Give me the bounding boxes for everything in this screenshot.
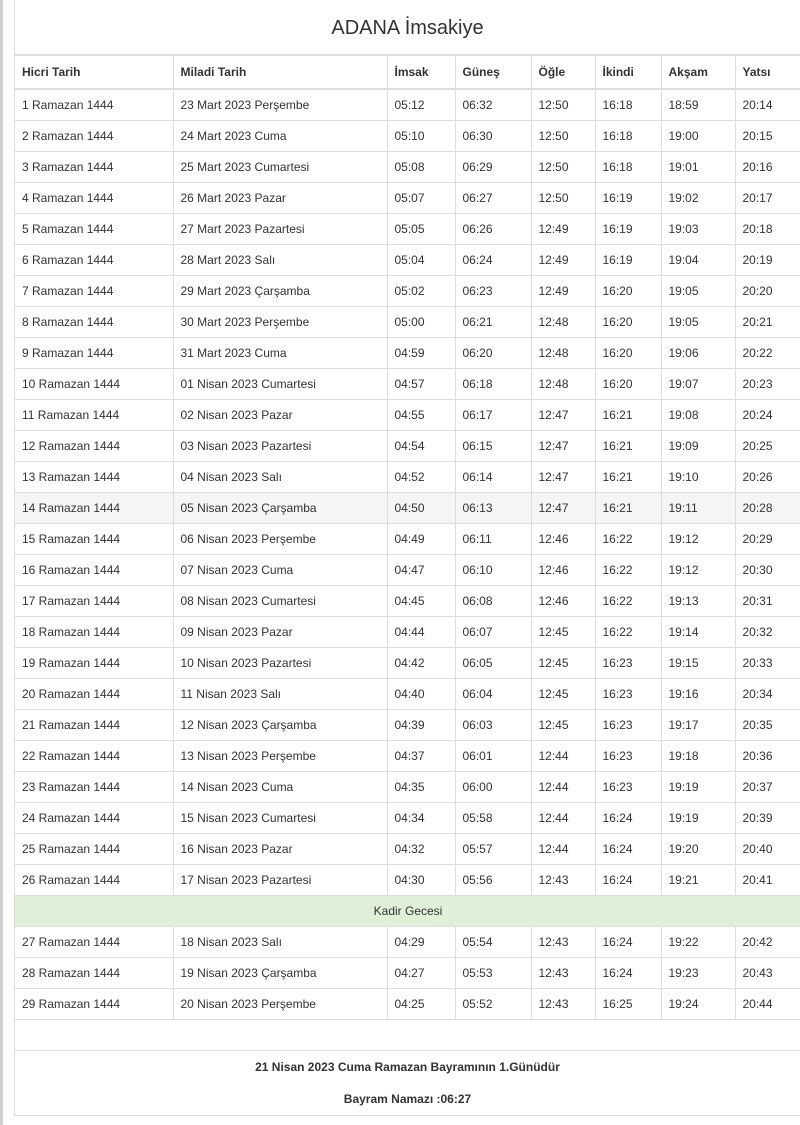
cell-aksam: 19:14 <box>661 617 735 648</box>
cell-hicri-tarih: 5 Ramazan 1444 <box>15 214 173 245</box>
table-row <box>15 524 800 555</box>
cell-ogle: 12:43 <box>531 958 595 989</box>
cell-ikindi: 16:22 <box>595 586 661 617</box>
header-gunes: Güneş <box>455 56 531 90</box>
cell-imsak: 04:40 <box>387 679 455 710</box>
cell-imsak: 05:00 <box>387 307 455 338</box>
table-row <box>15 369 800 400</box>
cell-ogle: 12:46 <box>531 586 595 617</box>
cell-miladi-tarih: 03 Nisan 2023 Pazartesi <box>173 431 387 462</box>
cell-imsak: 05:04 <box>387 245 455 276</box>
cell-imsak: 05:12 <box>387 89 455 121</box>
cell-ogle: 12:46 <box>531 524 595 555</box>
cell-aksam: 19:07 <box>661 369 735 400</box>
cell-ikindi: 16:23 <box>595 679 661 710</box>
cell-yatsi: 20:40 <box>735 834 800 865</box>
cell-hicri-tarih: 13 Ramazan 1444 <box>15 462 173 493</box>
cell-imsak: 05:10 <box>387 121 455 152</box>
cell-imsak: 04:35 <box>387 772 455 803</box>
cell-yatsi: 20:41 <box>735 865 800 896</box>
cell-gunes: 06:17 <box>455 400 531 431</box>
cell-miladi-tarih: 28 Mart 2023 Salı <box>173 245 387 276</box>
table-row <box>15 245 800 276</box>
cell-gunes: 05:52 <box>455 989 531 1020</box>
cell-miladi-tarih: 16 Nisan 2023 Pazar <box>173 834 387 865</box>
cell-gunes: 06:00 <box>455 772 531 803</box>
table-row <box>15 493 800 524</box>
cell-aksam: 19:11 <box>661 493 735 524</box>
cell-ogle: 12:43 <box>531 865 595 896</box>
cell-miladi-tarih: 02 Nisan 2023 Pazar <box>173 400 387 431</box>
cell-aksam: 19:16 <box>661 679 735 710</box>
table-row <box>15 834 800 865</box>
cell-yatsi: 20:30 <box>735 555 800 586</box>
cell-ikindi: 16:18 <box>595 152 661 183</box>
cell-ogle: 12:49 <box>531 245 595 276</box>
cell-ikindi: 16:18 <box>595 121 661 152</box>
table-row <box>15 927 800 958</box>
cell-aksam: 19:05 <box>661 276 735 307</box>
cell-hicri-tarih: 12 Ramazan 1444 <box>15 431 173 462</box>
cell-aksam: 19:22 <box>661 927 735 958</box>
kadir-gecesi-row <box>15 896 800 927</box>
cell-ogle: 12:47 <box>531 431 595 462</box>
cell-gunes: 05:56 <box>455 865 531 896</box>
cell-ikindi: 16:21 <box>595 462 661 493</box>
cell-hicri-tarih: 23 Ramazan 1444 <box>15 772 173 803</box>
cell-imsak: 04:30 <box>387 865 455 896</box>
cell-hicri-tarih: 6 Ramazan 1444 <box>15 245 173 276</box>
cell-imsak: 04:57 <box>387 369 455 400</box>
cell-miladi-tarih: 12 Nisan 2023 Çarşamba <box>173 710 387 741</box>
cell-miladi-tarih: 04 Nisan 2023 Salı <box>173 462 387 493</box>
kadir-section <box>15 896 800 927</box>
cell-imsak: 05:08 <box>387 152 455 183</box>
cell-imsak: 04:27 <box>387 958 455 989</box>
cell-miladi-tarih: 11 Nisan 2023 Salı <box>173 679 387 710</box>
cell-ogle: 12:47 <box>531 400 595 431</box>
cell-ogle: 12:50 <box>531 183 595 214</box>
cell-gunes: 06:21 <box>455 307 531 338</box>
cell-yatsi: 20:14 <box>735 89 800 121</box>
cell-ikindi: 16:18 <box>595 89 661 121</box>
cell-gunes: 05:57 <box>455 834 531 865</box>
cell-miladi-tarih: 17 Nisan 2023 Pazartesi <box>173 865 387 896</box>
cell-ikindi: 16:21 <box>595 400 661 431</box>
cell-gunes: 06:14 <box>455 462 531 493</box>
cell-miladi-tarih: 07 Nisan 2023 Cuma <box>173 555 387 586</box>
cell-ikindi: 16:22 <box>595 524 661 555</box>
table-row <box>15 276 800 307</box>
cell-imsak: 05:02 <box>387 276 455 307</box>
cell-imsak: 04:54 <box>387 431 455 462</box>
cell-aksam: 19:17 <box>661 710 735 741</box>
table-row <box>15 183 800 214</box>
cell-ogle: 12:44 <box>531 834 595 865</box>
cell-aksam: 19:02 <box>661 183 735 214</box>
cell-imsak: 04:39 <box>387 710 455 741</box>
bayram-namazi: Bayram Namazı :06:27 <box>343 1092 472 1106</box>
table-row <box>15 462 800 493</box>
cell-gunes: 06:26 <box>455 214 531 245</box>
cell-aksam: 19:03 <box>661 214 735 245</box>
cell-aksam: 19:09 <box>661 431 735 462</box>
cell-hicri-tarih: 19 Ramazan 1444 <box>15 648 173 679</box>
cell-imsak: 04:55 <box>387 400 455 431</box>
cell-yatsi: 20:33 <box>735 648 800 679</box>
cell-yatsi: 20:25 <box>735 431 800 462</box>
cell-hicri-tarih: 2 Ramazan 1444 <box>15 121 173 152</box>
cell-hicri-tarih: 17 Ramazan 1444 <box>15 586 173 617</box>
cell-miladi-tarih: 31 Mart 2023 Cuma <box>173 338 387 369</box>
cell-yatsi: 20:34 <box>735 679 800 710</box>
header-imsak: İmsak <box>387 56 455 90</box>
cell-yatsi: 20:22 <box>735 338 800 369</box>
cell-ikindi: 16:19 <box>595 214 661 245</box>
cell-imsak: 04:25 <box>387 989 455 1020</box>
cell-miladi-tarih: 06 Nisan 2023 Perşembe <box>173 524 387 555</box>
cell-yatsi: 20:44 <box>735 989 800 1020</box>
cell-hicri-tarih: 14 Ramazan 1444 <box>15 493 173 524</box>
cell-miladi-tarih: 18 Nisan 2023 Salı <box>173 927 387 958</box>
cell-gunes: 06:03 <box>455 710 531 741</box>
table-row <box>15 772 800 803</box>
cell-ikindi: 16:19 <box>595 183 661 214</box>
cell-yatsi: 20:32 <box>735 617 800 648</box>
cell-ogle: 12:48 <box>531 307 595 338</box>
cell-gunes: 06:24 <box>455 245 531 276</box>
cell-hicri-tarih: 16 Ramazan 1444 <box>15 555 173 586</box>
table-row <box>15 307 800 338</box>
cell-miladi-tarih: 27 Mart 2023 Pazartesi <box>173 214 387 245</box>
cell-gunes: 06:23 <box>455 276 531 307</box>
cell-miladi-tarih: 09 Nisan 2023 Pazar <box>173 617 387 648</box>
table-row <box>15 710 800 741</box>
cell-hicri-tarih: 3 Ramazan 1444 <box>15 152 173 183</box>
cell-yatsi: 20:17 <box>735 183 800 214</box>
cell-gunes: 05:53 <box>455 958 531 989</box>
cell-hicri-tarih: 8 Ramazan 1444 <box>15 307 173 338</box>
cell-gunes: 06:04 <box>455 679 531 710</box>
table-row <box>15 865 800 896</box>
cell-hicri-tarih: 7 Ramazan 1444 <box>15 276 173 307</box>
cell-yatsi: 20:15 <box>735 121 800 152</box>
cell-imsak: 04:29 <box>387 927 455 958</box>
table-row <box>15 989 800 1020</box>
cell-ogle: 12:47 <box>531 462 595 493</box>
cell-aksam: 19:12 <box>661 555 735 586</box>
cell-ogle: 12:45 <box>531 679 595 710</box>
cell-yatsi: 20:36 <box>735 741 800 772</box>
cell-yatsi: 20:42 <box>735 927 800 958</box>
cell-ogle: 12:48 <box>531 369 595 400</box>
left-border <box>0 0 3 1125</box>
cell-imsak: 04:59 <box>387 338 455 369</box>
cell-ogle: 12:47 <box>531 493 595 524</box>
cell-gunes: 06:15 <box>455 431 531 462</box>
cell-aksam: 19:00 <box>661 121 735 152</box>
cell-ogle: 12:43 <box>531 989 595 1020</box>
cell-gunes: 05:54 <box>455 927 531 958</box>
cell-aksam: 19:08 <box>661 400 735 431</box>
cell-miladi-tarih: 13 Nisan 2023 Perşembe <box>173 741 387 772</box>
bayram-note: 21 Nisan 2023 Cuma Ramazan Bayramının 1.Günüdür <box>255 1060 560 1074</box>
cell-imsak: 04:45 <box>387 586 455 617</box>
cell-ogle: 12:50 <box>531 152 595 183</box>
cell-ikindi: 16:22 <box>595 617 661 648</box>
cell-ikindi: 16:24 <box>595 834 661 865</box>
cell-aksam: 19:10 <box>661 462 735 493</box>
cell-imsak: 04:37 <box>387 741 455 772</box>
header-hicri-tarih: Hicri Tarih <box>15 56 173 90</box>
cell-hicri-tarih: 29 Ramazan 1444 <box>15 989 173 1020</box>
cell-imsak: 04:42 <box>387 648 455 679</box>
cell-ogle: 12:49 <box>531 276 595 307</box>
cell-hicri-tarih: 1 Ramazan 1444 <box>15 89 173 121</box>
cell-ikindi: 16:24 <box>595 958 661 989</box>
table-row <box>15 648 800 679</box>
cell-hicri-tarih: 27 Ramazan 1444 <box>15 927 173 958</box>
cell-yatsi: 20:16 <box>735 152 800 183</box>
cell-ikindi: 16:24 <box>595 865 661 896</box>
table-row <box>15 431 800 462</box>
cell-ikindi: 16:23 <box>595 710 661 741</box>
cell-gunes: 06:20 <box>455 338 531 369</box>
cell-miladi-tarih: 15 Nisan 2023 Cumartesi <box>173 803 387 834</box>
cell-aksam: 19:24 <box>661 989 735 1020</box>
cell-gunes: 06:08 <box>455 586 531 617</box>
cell-ogle: 12:43 <box>531 927 595 958</box>
cell-yatsi: 20:35 <box>735 710 800 741</box>
table-row <box>15 958 800 989</box>
cell-ikindi: 16:20 <box>595 276 661 307</box>
cell-aksam: 19:12 <box>661 524 735 555</box>
cell-hicri-tarih: 18 Ramazan 1444 <box>15 617 173 648</box>
cell-hicri-tarih: 4 Ramazan 1444 <box>15 183 173 214</box>
cell-miladi-tarih: 10 Nisan 2023 Pazartesi <box>173 648 387 679</box>
cell-ikindi: 16:24 <box>595 927 661 958</box>
cell-yatsi: 20:28 <box>735 493 800 524</box>
cell-imsak: 04:52 <box>387 462 455 493</box>
cell-ogle: 12:44 <box>531 772 595 803</box>
table-row <box>15 555 800 586</box>
cell-ikindi: 16:23 <box>595 648 661 679</box>
cell-miladi-tarih: 14 Nisan 2023 Cuma <box>173 772 387 803</box>
cell-ikindi: 16:23 <box>595 741 661 772</box>
table-body-after <box>15 927 800 1020</box>
header-aksam: Akşam <box>661 56 735 90</box>
cell-ogle: 12:50 <box>531 121 595 152</box>
cell-imsak: 04:32 <box>387 834 455 865</box>
table-row <box>15 741 800 772</box>
cell-ogle: 12:44 <box>531 803 595 834</box>
cell-ogle: 12:45 <box>531 648 595 679</box>
cell-gunes: 06:30 <box>455 121 531 152</box>
cell-yatsi: 20:23 <box>735 369 800 400</box>
cell-gunes: 06:18 <box>455 369 531 400</box>
header-miladi-tarih: Miladi Tarih <box>173 56 387 90</box>
cell-imsak: 04:49 <box>387 524 455 555</box>
cell-imsak: 04:47 <box>387 555 455 586</box>
cell-ogle: 12:48 <box>531 338 595 369</box>
cell-yatsi: 20:26 <box>735 462 800 493</box>
cell-aksam: 19:13 <box>661 586 735 617</box>
cell-gunes: 06:29 <box>455 152 531 183</box>
cell-gunes: 06:10 <box>455 555 531 586</box>
cell-ikindi: 16:24 <box>595 803 661 834</box>
cell-aksam: 18:59 <box>661 89 735 121</box>
table-row <box>15 121 800 152</box>
cell-yatsi: 20:19 <box>735 245 800 276</box>
cell-hicri-tarih: 20 Ramazan 1444 <box>15 679 173 710</box>
cell-aksam: 19:01 <box>661 152 735 183</box>
cell-gunes: 06:11 <box>455 524 531 555</box>
cell-ikindi: 16:21 <box>595 431 661 462</box>
kadir-gecesi-label: Kadir Gecesi <box>15 896 800 927</box>
cell-imsak: 05:05 <box>387 214 455 245</box>
cell-miladi-tarih: 01 Nisan 2023 Cumartesi <box>173 369 387 400</box>
cell-aksam: 19:18 <box>661 741 735 772</box>
cell-miladi-tarih: 08 Nisan 2023 Cumartesi <box>173 586 387 617</box>
table-header-row <box>15 56 800 90</box>
cell-miladi-tarih: 29 Mart 2023 Çarşamba <box>173 276 387 307</box>
cell-ikindi: 16:23 <box>595 772 661 803</box>
cell-miladi-tarih: 25 Mart 2023 Cumartesi <box>173 152 387 183</box>
table-row <box>15 803 800 834</box>
cell-yatsi: 20:21 <box>735 307 800 338</box>
cell-aksam: 19:06 <box>661 338 735 369</box>
cell-imsak: 04:44 <box>387 617 455 648</box>
table-row <box>15 89 800 121</box>
cell-hicri-tarih: 21 Ramazan 1444 <box>15 710 173 741</box>
cell-ikindi: 16:21 <box>595 493 661 524</box>
cell-imsak: 04:50 <box>387 493 455 524</box>
cell-ogle: 12:49 <box>531 214 595 245</box>
cell-miladi-tarih: 30 Mart 2023 Perşembe <box>173 307 387 338</box>
cell-miladi-tarih: 23 Mart 2023 Perşembe <box>173 89 387 121</box>
cell-ogle: 12:50 <box>531 89 595 121</box>
cell-gunes: 05:58 <box>455 803 531 834</box>
cell-yatsi: 20:18 <box>735 214 800 245</box>
cell-hicri-tarih: 24 Ramazan 1444 <box>15 803 173 834</box>
cell-gunes: 06:27 <box>455 183 531 214</box>
footer <box>15 1051 800 1116</box>
cell-miladi-tarih: 20 Nisan 2023 Perşembe <box>173 989 387 1020</box>
spacer-row <box>15 1020 800 1051</box>
cell-aksam: 19:19 <box>661 803 735 834</box>
cell-hicri-tarih: 25 Ramazan 1444 <box>15 834 173 865</box>
cell-miladi-tarih: 24 Mart 2023 Cuma <box>173 121 387 152</box>
cell-gunes: 06:01 <box>455 741 531 772</box>
cell-hicri-tarih: 11 Ramazan 1444 <box>15 400 173 431</box>
table-row <box>15 679 800 710</box>
cell-aksam: 19:15 <box>661 648 735 679</box>
cell-yatsi: 20:37 <box>735 772 800 803</box>
table-row <box>15 617 800 648</box>
cell-gunes: 06:07 <box>455 617 531 648</box>
table-row <box>15 152 800 183</box>
cell-gunes: 06:32 <box>455 89 531 121</box>
cell-ikindi: 16:20 <box>595 369 661 400</box>
imsakiye-sheet <box>14 0 800 1116</box>
cell-hicri-tarih: 9 Ramazan 1444 <box>15 338 173 369</box>
cell-ogle: 12:45 <box>531 617 595 648</box>
cell-ikindi: 16:20 <box>595 307 661 338</box>
cell-hicri-tarih: 28 Ramazan 1444 <box>15 958 173 989</box>
cell-miladi-tarih: 05 Nisan 2023 Çarşamba <box>173 493 387 524</box>
cell-yatsi: 20:29 <box>735 524 800 555</box>
cell-ogle: 12:45 <box>531 710 595 741</box>
cell-yatsi: 20:39 <box>735 803 800 834</box>
header-ikindi: İkindi <box>595 56 661 90</box>
cell-ikindi: 16:25 <box>595 989 661 1020</box>
cell-miladi-tarih: 19 Nisan 2023 Çarşamba <box>173 958 387 989</box>
cell-yatsi: 20:24 <box>735 400 800 431</box>
imsakiye-table <box>15 55 800 1020</box>
header-yatsi: Yatsı <box>735 56 800 90</box>
cell-gunes: 06:13 <box>455 493 531 524</box>
table-row <box>15 214 800 245</box>
cell-ogle: 12:44 <box>531 741 595 772</box>
cell-gunes: 06:05 <box>455 648 531 679</box>
cell-hicri-tarih: 10 Ramazan 1444 <box>15 369 173 400</box>
cell-miladi-tarih: 26 Mart 2023 Pazar <box>173 183 387 214</box>
table-row <box>15 400 800 431</box>
cell-aksam: 19:05 <box>661 307 735 338</box>
cell-imsak: 04:34 <box>387 803 455 834</box>
table-body <box>15 89 800 896</box>
table-row <box>15 586 800 617</box>
cell-hicri-tarih: 15 Ramazan 1444 <box>15 524 173 555</box>
cell-aksam: 19:19 <box>661 772 735 803</box>
cell-hicri-tarih: 22 Ramazan 1444 <box>15 741 173 772</box>
cell-ogle: 12:46 <box>531 555 595 586</box>
cell-yatsi: 20:20 <box>735 276 800 307</box>
page-title: ADANA İmsakiye <box>15 0 800 55</box>
cell-aksam: 19:23 <box>661 958 735 989</box>
cell-ikindi: 16:20 <box>595 338 661 369</box>
table-row <box>15 338 800 369</box>
cell-yatsi: 20:43 <box>735 958 800 989</box>
cell-ikindi: 16:22 <box>595 555 661 586</box>
header-ogle: Öğle <box>531 56 595 90</box>
cell-imsak: 05:07 <box>387 183 455 214</box>
cell-aksam: 19:20 <box>661 834 735 865</box>
cell-aksam: 19:21 <box>661 865 735 896</box>
cell-yatsi: 20:31 <box>735 586 800 617</box>
cell-hicri-tarih: 26 Ramazan 1444 <box>15 865 173 896</box>
cell-ikindi: 16:19 <box>595 245 661 276</box>
cell-aksam: 19:04 <box>661 245 735 276</box>
